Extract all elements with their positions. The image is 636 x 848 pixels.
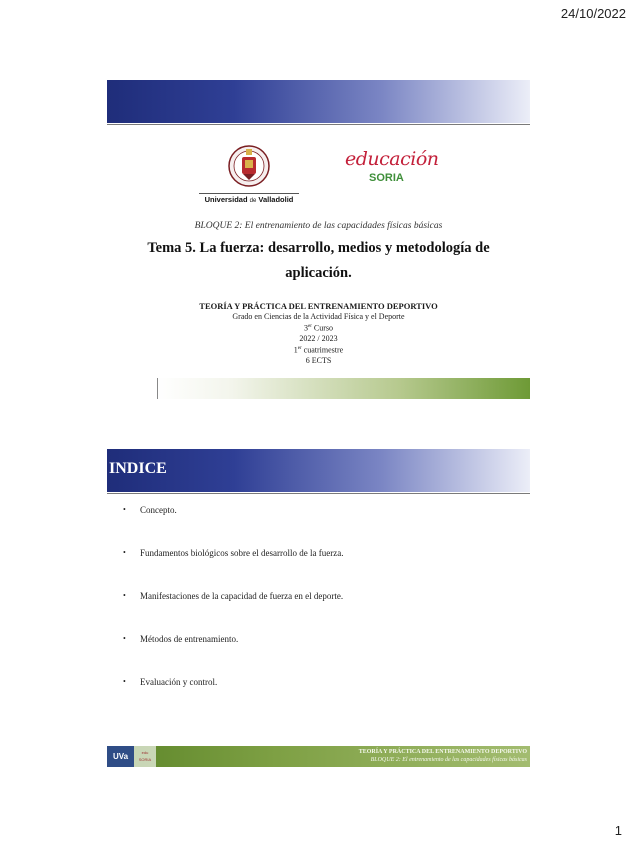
bloque-subtitle: BLOQUE 2: El entrenamiento de las capacidades físicas básicas	[194, 221, 443, 231]
list-item: • Métodos de entrenamiento.	[123, 634, 239, 644]
bullet-icon: •	[123, 634, 126, 643]
page-date: 24/10/2022	[560, 6, 626, 21]
title-slide	[107, 80, 530, 400]
uva-crest-icon	[199, 142, 299, 192]
title-footer-bar	[157, 378, 530, 399]
list-item: • Concepto.	[123, 505, 177, 515]
banner-divider	[107, 124, 530, 125]
footer-bloque: BLOQUE 2: El entrenamiento de las capacidades físicas básicas	[370, 757, 527, 763]
list-item: • Evaluación y control.	[123, 677, 218, 687]
credits: 6 ECTS	[305, 356, 332, 366]
bullet-icon: •	[123, 548, 126, 557]
index-list	[123, 505, 523, 720]
footer-text	[359, 748, 527, 764]
course-year: 3er Curso	[303, 323, 333, 333]
uva-badge: UVa	[107, 746, 134, 767]
academic-year: 2022 / 2023	[299, 334, 338, 344]
subject-name: TEORÍA Y PRÁCTICA DEL ENTRENAMIENTO DEPORTIVO	[199, 301, 438, 311]
page-number: 1	[614, 823, 622, 838]
course-info	[107, 301, 530, 366]
footer-divider	[157, 378, 158, 399]
uva-logo-text: Universidad de Valladolid	[199, 193, 299, 204]
degree-name: Grado en Ciencias de la Actividad Física y el Deporte	[232, 312, 405, 321]
educacion-soria-badge: edu SORIA	[134, 746, 156, 767]
bullet-icon: •	[123, 677, 126, 686]
soria-logo-text: SORIA	[369, 172, 404, 184]
index-slide	[107, 449, 530, 769]
semester: 1er cuatrimestre	[293, 345, 344, 355]
uva-logo	[199, 142, 299, 206]
educacion-logo-script: educación	[345, 148, 439, 170]
index-footer-bar	[107, 746, 530, 767]
list-item: • Manifestaciones de la capacidad de fuerza en el deporte.	[123, 591, 344, 601]
educacion-soria-logo	[341, 148, 441, 202]
bullet-icon: •	[123, 591, 126, 600]
banner-divider	[107, 493, 530, 494]
title-banner	[107, 80, 530, 123]
index-heading: INDICE	[109, 460, 167, 477]
slide-title: Tema 5. La fuerza: desarrollo, medios y metodología de aplicación.	[147, 240, 490, 281]
footer-subject: TEORÍA Y PRÁCTICA DEL ENTRENAMIENTO DEPORTIVO	[358, 749, 527, 755]
index-banner	[107, 449, 530, 492]
bullet-icon: •	[123, 505, 126, 514]
list-item: • Fundamentos biológicos sobre el desarrollo de la fuerza.	[123, 548, 344, 558]
